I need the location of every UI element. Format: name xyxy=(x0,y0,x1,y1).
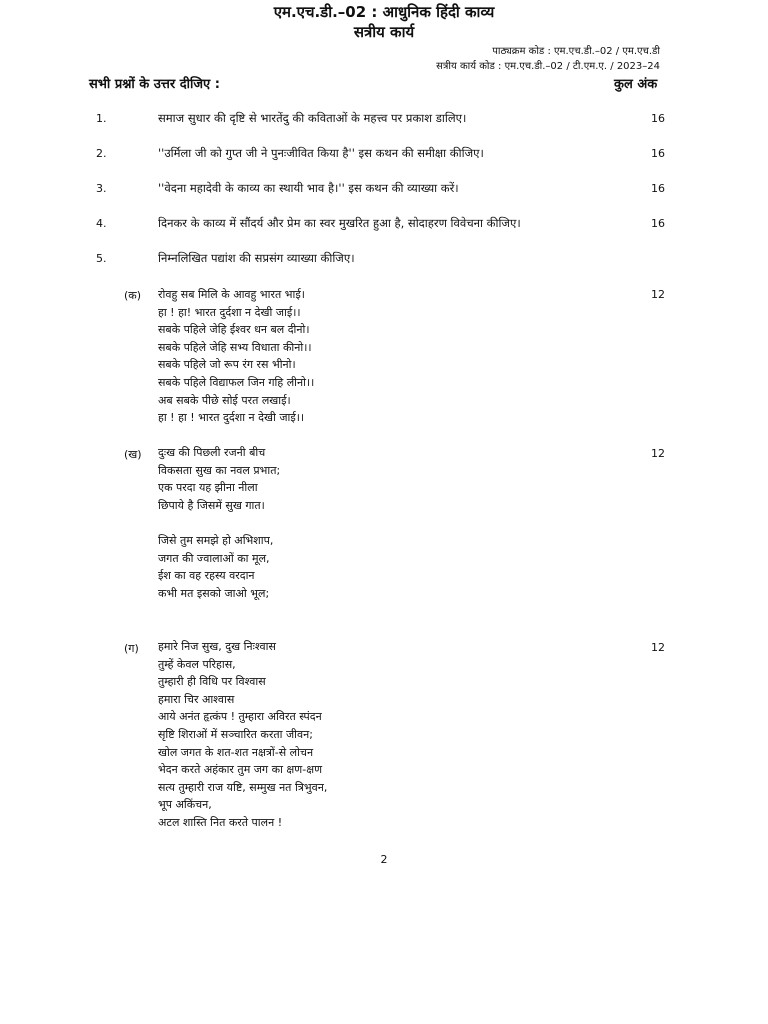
verse-block xyxy=(158,286,314,427)
verse-line: अटल शास्ति नित करते पालन ! xyxy=(158,815,283,829)
document-subtitle: सत्रीय कार्य xyxy=(353,23,415,41)
verse-line: सबके पहिले जेहि ईश्वर धन बल दीनो। xyxy=(158,323,310,337)
verse-block xyxy=(158,638,327,832)
verse-line: भूप अकिंचन, xyxy=(158,798,212,812)
course-code: पाठ्यक्रम कोड : एम.एच.डी.–02 / एम.एच.डी xyxy=(492,46,660,57)
verse-line: तुम्हारी ही विधि पर विश्वास xyxy=(158,675,266,689)
verse-line: छिपाये है जिसमें सुख गात। xyxy=(158,498,265,512)
verse-line: तुम्हें केवल परिहास, xyxy=(158,657,236,671)
subpart-label: (ख) xyxy=(124,448,142,461)
verse-line: कभी मत इसको जाओ भूल; xyxy=(158,586,270,600)
verse-line: जिसे तुम समझे हो अभिशाप, xyxy=(158,533,274,547)
subpart-marks: 12 xyxy=(651,447,665,460)
question-text: ''उर्मिला जी को गुप्त जी ने पुनःजीवित किया है'' इस कथन की समीक्षा कीजिए। xyxy=(158,146,484,160)
question-marks: 16 xyxy=(651,112,665,125)
question-text: ''वेदना महादेवी के काव्य का स्थायी भाव है।'' इस कथन की व्याख्या करें। xyxy=(158,181,459,195)
verse-line: विकसता सुख का नवल प्रभात; xyxy=(158,463,281,477)
verse-line: हमारा चिर आश्वास xyxy=(158,692,235,706)
verse-line: सबके पहिले विद्याफल जिन गहि लीनो।। xyxy=(158,375,315,389)
page-number: 2 xyxy=(380,853,388,866)
question-text: समाज सुधार की दृष्टि से भारतेंदु की कविताओं के महत्त्व पर प्रकाश डालिए। xyxy=(158,111,467,125)
question-number: 5. xyxy=(96,252,107,265)
question-marks: 16 xyxy=(651,217,665,230)
question-text: निम्नलिखित पद्यांश की सप्रसंग व्याख्या कीजिए। xyxy=(158,251,355,265)
subpart-label: (ग) xyxy=(124,642,139,655)
question-marks: 16 xyxy=(651,147,665,160)
subpart-marks: 12 xyxy=(651,288,665,301)
verse-line: सत्य तुम्हारी राज यष्टि, सम्मुख नत त्रिभुवन, xyxy=(158,780,328,794)
verse-line: सबके पहिले जो रूप रंग रस भीनो। xyxy=(158,358,296,372)
question-number: 4. xyxy=(96,217,107,230)
instructions: सभी प्रश्नों के उत्तर दीजिए : xyxy=(89,77,220,92)
verse-line: हमारे निज सुख, दुख निःश्वास xyxy=(158,640,276,653)
verse-line: एक परदा यह झीना नीला xyxy=(158,481,258,495)
question-marks: 16 xyxy=(651,182,665,195)
question-number: 2. xyxy=(96,147,107,160)
verse-line: सबके पहिले जेहि सभ्य विधाता कीनो।। xyxy=(158,340,312,354)
verse-line: हा ! हा! भारत दुर्दशा न देखी जाई।। xyxy=(158,305,301,319)
verse-line: सृष्टि शिराओं में सञ्चारित करता जीवन; xyxy=(158,727,313,741)
document-title: एम.एच.डी.–02 : आधुनिक हिंदी काव्य xyxy=(273,3,495,21)
subpart-marks: 12 xyxy=(651,641,665,654)
verse-line: अब सबके पीछे सोई परत लखाई। xyxy=(158,393,291,407)
verse-line: ईश का वह रहस्य वरदान xyxy=(158,569,255,583)
question-number: 1. xyxy=(96,112,107,125)
question-number: 3. xyxy=(96,182,107,195)
question-text: दिनकर के काव्य में सौंदर्य और प्रेम का स्वर मुखरित हुआ है, सोदाहरण विवेचना कीजिए। xyxy=(158,216,521,230)
verse-line: जगत की ज्वालाओं का मूल, xyxy=(158,551,270,565)
verse-line: खोल जगत के शत-शत नक्षत्रों-से लोचन xyxy=(158,745,314,759)
verse-line: भेदन करते अहंकार तुम जग का क्षण-क्षण xyxy=(158,763,323,777)
verse-block xyxy=(158,444,280,602)
verse-line: आये अनंत हृत्कंप ! तुम्हारा अविरत स्पंदन xyxy=(158,710,322,724)
verse-line: हा ! हा ! भारत दुर्दशा न देखी जाई।। xyxy=(158,411,305,425)
subpart-label: (क) xyxy=(124,289,142,302)
assignment-code: सत्रीय कार्य कोड : एम.एच.डी.–02 / टी.एम.ए. / 2023–24 xyxy=(436,61,660,72)
verse-spacer xyxy=(158,514,280,532)
verse-line: रोवहु सब मिलि के आवहु भारत भाई। xyxy=(158,288,305,301)
verse-line: दुःख की पिछली रजनी बीच xyxy=(158,446,266,459)
total-marks-label: कुल अंक xyxy=(614,77,658,92)
